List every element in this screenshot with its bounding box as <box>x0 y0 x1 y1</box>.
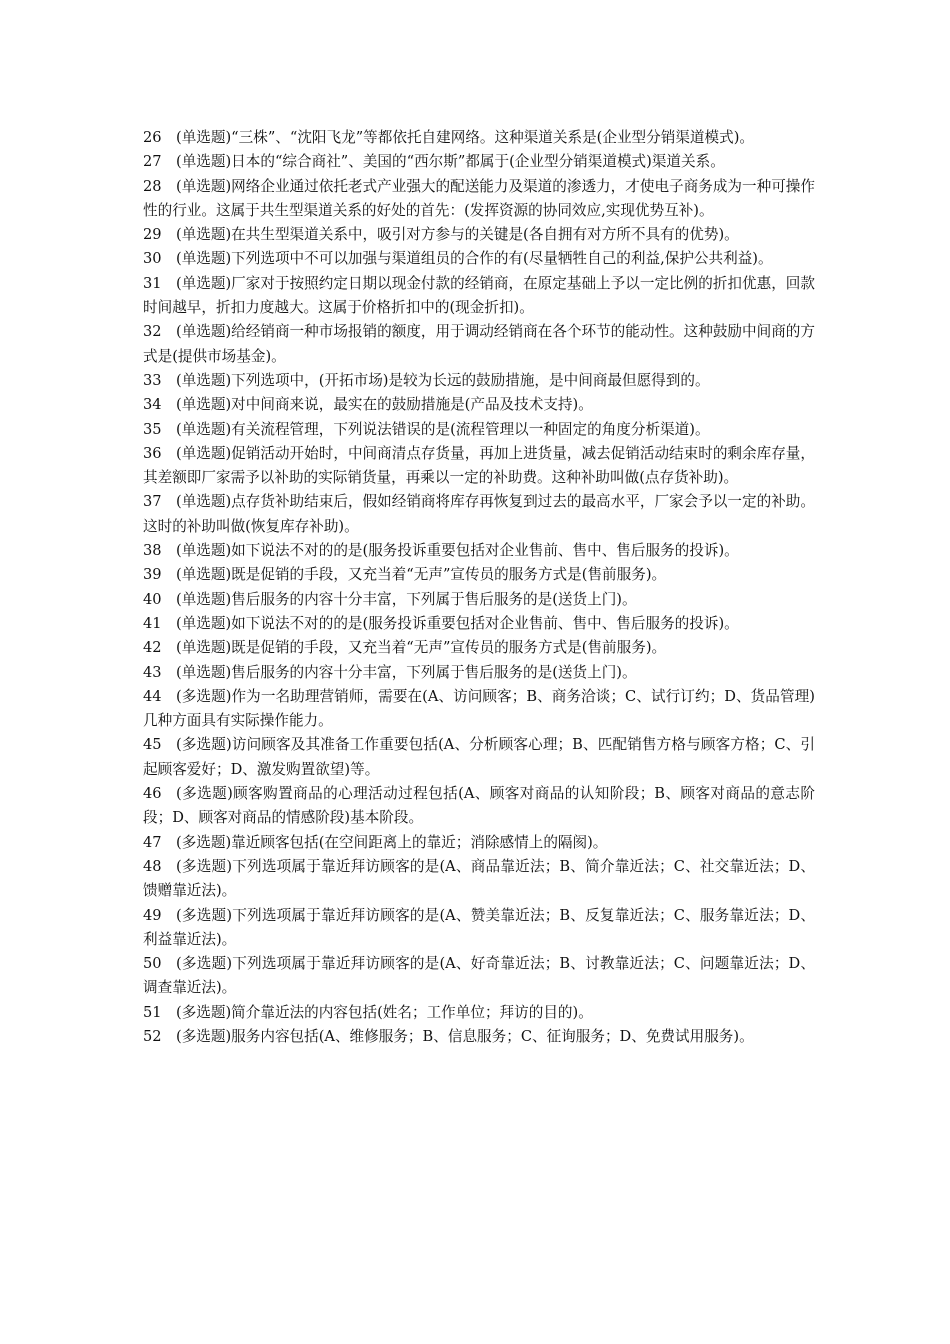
question-item <box>143 612 815 636</box>
question-item <box>143 247 815 271</box>
question-item <box>143 418 815 442</box>
question-item <box>143 272 815 321</box>
question-number: 30 <box>143 250 162 268</box>
question-text: (单选题)厂家对于按照约定日期以现金付款的经销商，在原定基础上予以一定比例的折扣优惠，回款时间越早，折扣力度越大。这属于价格折扣中的(现金折扣)。 <box>143 274 815 317</box>
question-text: (单选题)促销活动开始时，中间商清点存货量，再加上进货量，减去促销活动结束时的剩余库存量，其差额即厂家需予以补助的实际销货量，再乘以一定的补助费。这种补助叫做(点存货补助)。 <box>143 444 815 487</box>
question-text: (多选题)简介靠近法的内容包括(姓名；工作单位；拜访的目的)。 <box>176 1003 593 1021</box>
question-number: 27 <box>143 153 162 171</box>
question-number: 44 <box>143 687 162 705</box>
question-text: (单选题)下列选项中不可以加强与渠道组员的合作的有(尽量牺牲自己的利益,保护公共利益)。 <box>176 250 773 268</box>
question-number: 33 <box>143 371 162 389</box>
question-text: (多选题)下列选项属于靠近拜访顾客的是(A、商品靠近法；B、简介靠近法；C、社交靠近法；D、馈赠靠近法)。 <box>143 857 815 900</box>
question-number: 31 <box>143 274 162 292</box>
question-item <box>143 539 815 563</box>
question-number: 52 <box>143 1027 162 1045</box>
question-text: (多选题)顾客购置商品的心理活动过程包括(A、顾客对商品的认知阶段；B、顾客对商品的意志阶段；D、顾客对商品的情感阶段)基本阶段。 <box>143 785 815 827</box>
question-text: (多选题)作为一名助理营销师，需要在(A、访问顾客；B、商务洽谈；C、试行订约；D、货品管理)几种方面具有实际操作能力。 <box>143 687 815 730</box>
question-number: 40 <box>143 590 162 608</box>
question-number: 26 <box>143 129 162 146</box>
question-item <box>143 782 815 831</box>
question-number: 51 <box>143 1003 162 1021</box>
question-text: (单选题)既是促销的手段，又充当着“无声”宣传员的服务方式是(售前服务)。 <box>176 566 667 584</box>
question-item <box>143 126 815 150</box>
question-item <box>143 952 815 1001</box>
question-number: 46 <box>143 785 162 803</box>
question-text: (单选题)对中间商来说，最实在的鼓励措施是(产品及技术支持)。 <box>176 396 593 414</box>
question-number: 32 <box>143 323 162 341</box>
question-item <box>143 369 815 393</box>
question-number: 43 <box>143 663 162 681</box>
question-text: (单选题)日本的“综合商社”、美国的“西尔斯”都属于(企业型分销渠道模式)渠道关系。 <box>176 153 725 171</box>
question-number: 42 <box>143 639 162 657</box>
question-item <box>143 150 815 174</box>
question-item <box>143 733 815 782</box>
question-text: (多选题)服务内容包括(A、维修服务；B、信息服务；C、征询服务；D、免费试用服务)。 <box>176 1027 754 1045</box>
question-number: 38 <box>143 542 162 560</box>
question-text: (多选题)下列选项属于靠近拜访顾客的是(A、赞美靠近法；B、反复靠近法；C、服务靠近法；D、利益靠近法)。 <box>143 906 815 948</box>
question-item <box>143 1025 815 1049</box>
question-text: (多选题)靠近顾客包括(在空间距离上的靠近；消除感情上的隔阂)。 <box>176 833 608 851</box>
question-number: 45 <box>143 736 162 754</box>
question-item <box>143 588 815 612</box>
question-text: (单选题)既是促销的手段，又充当着“无声”宣传员的服务方式是(售前服务)。 <box>176 639 667 657</box>
question-number: 41 <box>143 614 162 632</box>
question-text: (单选题)给经销商一种市场报销的额度，用于调动经销商在各个环节的能动性。这种鼓励中间商的方式是(提供市场基金)。 <box>143 323 815 365</box>
question-item <box>143 831 815 855</box>
question-item <box>143 442 815 491</box>
question-item <box>143 855 815 904</box>
question-item <box>143 661 815 685</box>
question-item <box>143 1001 815 1025</box>
question-text: (单选题)有关流程管理，下列说法错误的是(流程管理以一种固定的角度分析渠道)。 <box>176 420 710 438</box>
question-number: 28 <box>143 177 162 195</box>
question-item <box>143 490 815 539</box>
question-text: (单选题)点存货补助结束后，假如经销商将库存再恢复到过去的最高水平，厂家会予以一定的补助。这时的补助叫做(恢复库存补助)。 <box>143 493 815 535</box>
question-text: (多选题)下列选项属于靠近拜访顾客的是(A、好奇靠近法；B、讨教靠近法；C、问题靠近法；D、调查靠近法)。 <box>143 955 815 997</box>
question-item <box>143 685 815 734</box>
question-item <box>143 393 815 417</box>
question-number: 37 <box>143 493 162 511</box>
question-text: (单选题)“三株”、“沈阳飞龙”等都依托自建网络。这种渠道关系是(企业型分销渠道模式)。 <box>176 129 754 146</box>
question-text: (多选题)访问顾客及其准备工作重要包括(A、分析顾客心理；B、匹配销售方格与顾客方格；C、引起顾客爱好；D、激发购置欲望)等。 <box>143 736 815 778</box>
question-item <box>143 636 815 660</box>
question-number: 29 <box>143 226 162 244</box>
question-number: 49 <box>143 906 162 924</box>
question-item <box>143 175 815 224</box>
question-number: 35 <box>143 420 162 438</box>
document-body <box>143 126 815 1049</box>
question-text: (单选题)在共生型渠道关系中，吸引对方参与的关键是(各自拥有对方所不具有的优势)。 <box>176 226 739 244</box>
question-number: 39 <box>143 566 162 584</box>
question-number: 50 <box>143 955 162 973</box>
question-item <box>143 320 815 369</box>
question-text: (单选题)售后服务的内容十分丰富，下列属于售后服务的是(送货上门)。 <box>176 590 637 608</box>
question-number: 36 <box>143 444 162 462</box>
question-number: 48 <box>143 857 162 875</box>
question-number: 47 <box>143 833 162 851</box>
question-item <box>143 904 815 953</box>
question-text: (单选题)下列选项中，(开拓市场)是较为长远的鼓励措施，是中间商最但愿得到的。 <box>176 371 710 389</box>
question-text: (单选题)如下说法不对的的是(服务投诉重要包括对企业售前、售中、售后服务的投诉)。 <box>176 542 739 560</box>
question-item <box>143 223 815 247</box>
question-item <box>143 563 815 587</box>
question-text: (单选题)如下说法不对的的是(服务投诉重要包括对企业售前、售中、售后服务的投诉)。 <box>176 614 739 632</box>
question-number: 34 <box>143 396 162 414</box>
question-text: (单选题)售后服务的内容十分丰富，下列属于售后服务的是(送货上门)。 <box>176 663 637 681</box>
question-text: (单选题)网络企业通过依托老式产业强大的配送能力及渠道的渗透力，才使电子商务成为一种可操作性的行业。这属于共生型渠道关系的好处的首先：(发挥资源的协同效应,实现优势互补)。 <box>143 177 815 219</box>
